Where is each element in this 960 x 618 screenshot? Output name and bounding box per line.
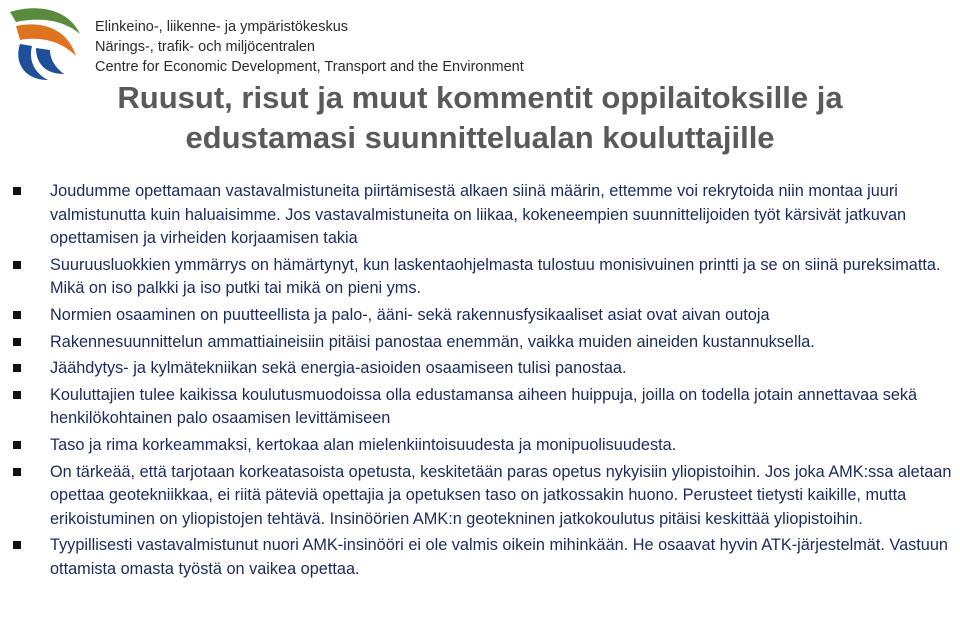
bullet-list <box>0 180 960 585</box>
square-bullet-icon <box>13 338 21 346</box>
bullet-text: Rakennesuunnittelun ammattiaineisiin pitäisi panostaa enemmän, vaikka muiden aineiden kustannuksella. <box>50 332 815 351</box>
bullet-item <box>0 304 960 328</box>
slide-title-line: Ruusut, risut ja muut kommentit oppilaitoksille ja <box>117 80 843 115</box>
square-bullet-icon <box>13 261 21 269</box>
ely-centre-logo-icon <box>6 4 82 82</box>
bullet-item <box>0 331 960 355</box>
square-bullet-icon <box>13 541 21 549</box>
bullet-item <box>0 461 960 532</box>
bullet-text: Joudumme opettamaan vastavalmistuneita piirtämisestä alkaen siinä määrin, ettemme voi rekrytoida niin montaa juuri valmistunutta kuin haluaisimme. Jos vastavalmistuneita on liikaa, kokeneempien suunnittelijoiden työt kärsivät jatkuvan opettamisen ja virheiden korjaamisen takia <box>50 182 907 248</box>
square-bullet-icon <box>13 311 21 319</box>
slide-title <box>0 78 960 158</box>
bullet-text: Suuruusluokkien ymmärrys on hämärtynyt, kun laskentaohjelmasta tulostuu monisivuinen printti ja se on siinä pureksimatta. Mikä on iso palkki ja iso putki tai mikä on pieni yms. <box>50 255 941 298</box>
square-bullet-icon <box>13 468 21 476</box>
square-bullet-icon <box>13 391 21 399</box>
slide-title-line: edustamasi suunnittelualan kouluttajille <box>185 120 775 155</box>
square-bullet-icon <box>13 364 21 372</box>
square-bullet-icon <box>13 187 21 195</box>
square-bullet-icon <box>13 441 21 449</box>
bullet-item <box>0 384 960 431</box>
bullet-text: Normien osaaminen on puutteellista ja palo-, ääni- sekä rakennusfysikaaliset asiat ovat aivan outoja <box>50 305 770 324</box>
bullet-text: Jäähdytys- ja kylmätekniikan sekä energia-asioiden osaamiseen tulisi panostaa. <box>50 359 627 378</box>
org-name-english: Centre for Economic Development, Transport and the Environment <box>95 59 524 75</box>
org-name-swedish: Närings-, trafik- och miljöcentralen <box>95 39 315 55</box>
bullet-text: On tärkeää, että tarjotaan korkeatasoista opetusta, keskitetään paras opetus nykyisiin yliopistoihin. Jos joka AMK:ssa aletaan opettaa geotekniikkaa, ei riitä päteviä opettajia ja opetuksen taso on jatkossakin huono. Perusteet tietysti kaikille, mutta erikoistuminen on yliopistojen tehtävä. Insinöörien AMK:n geotekninen jatkokoulutus pitäisi keskittää yliopistoihin. <box>50 462 952 528</box>
bullet-text: Kouluttajien tulee kaikissa koulutusmuodoissa olla edustamansa aiheen huippuja, joilla on todella jotain annettavaa sekä henkilökohtainen palo osaamisen levittämiseen <box>50 385 918 428</box>
bullet-item <box>0 254 960 301</box>
bullet-item <box>0 534 960 581</box>
bullet-item <box>0 180 960 251</box>
organization-name <box>95 17 524 77</box>
org-name-finnish: Elinkeino-, liikenne- ja ympäristökeskus <box>95 19 349 35</box>
bullet-text: Tyypillisesti vastavalmistunut nuori AMK-insinööri ei ole valmis oikein mihinkään. He osaavat hyvin ATK-järjestelmät. Vastuun ottamista omasta työstä on vaikea opettaa. <box>50 536 948 578</box>
bullet-item <box>0 434 960 458</box>
bullet-item <box>0 357 960 381</box>
bullet-text: Taso ja rima korkeammaksi, kertokaa alan mielenkiintoisuudesta ja monipuolisuudesta. <box>50 435 677 454</box>
